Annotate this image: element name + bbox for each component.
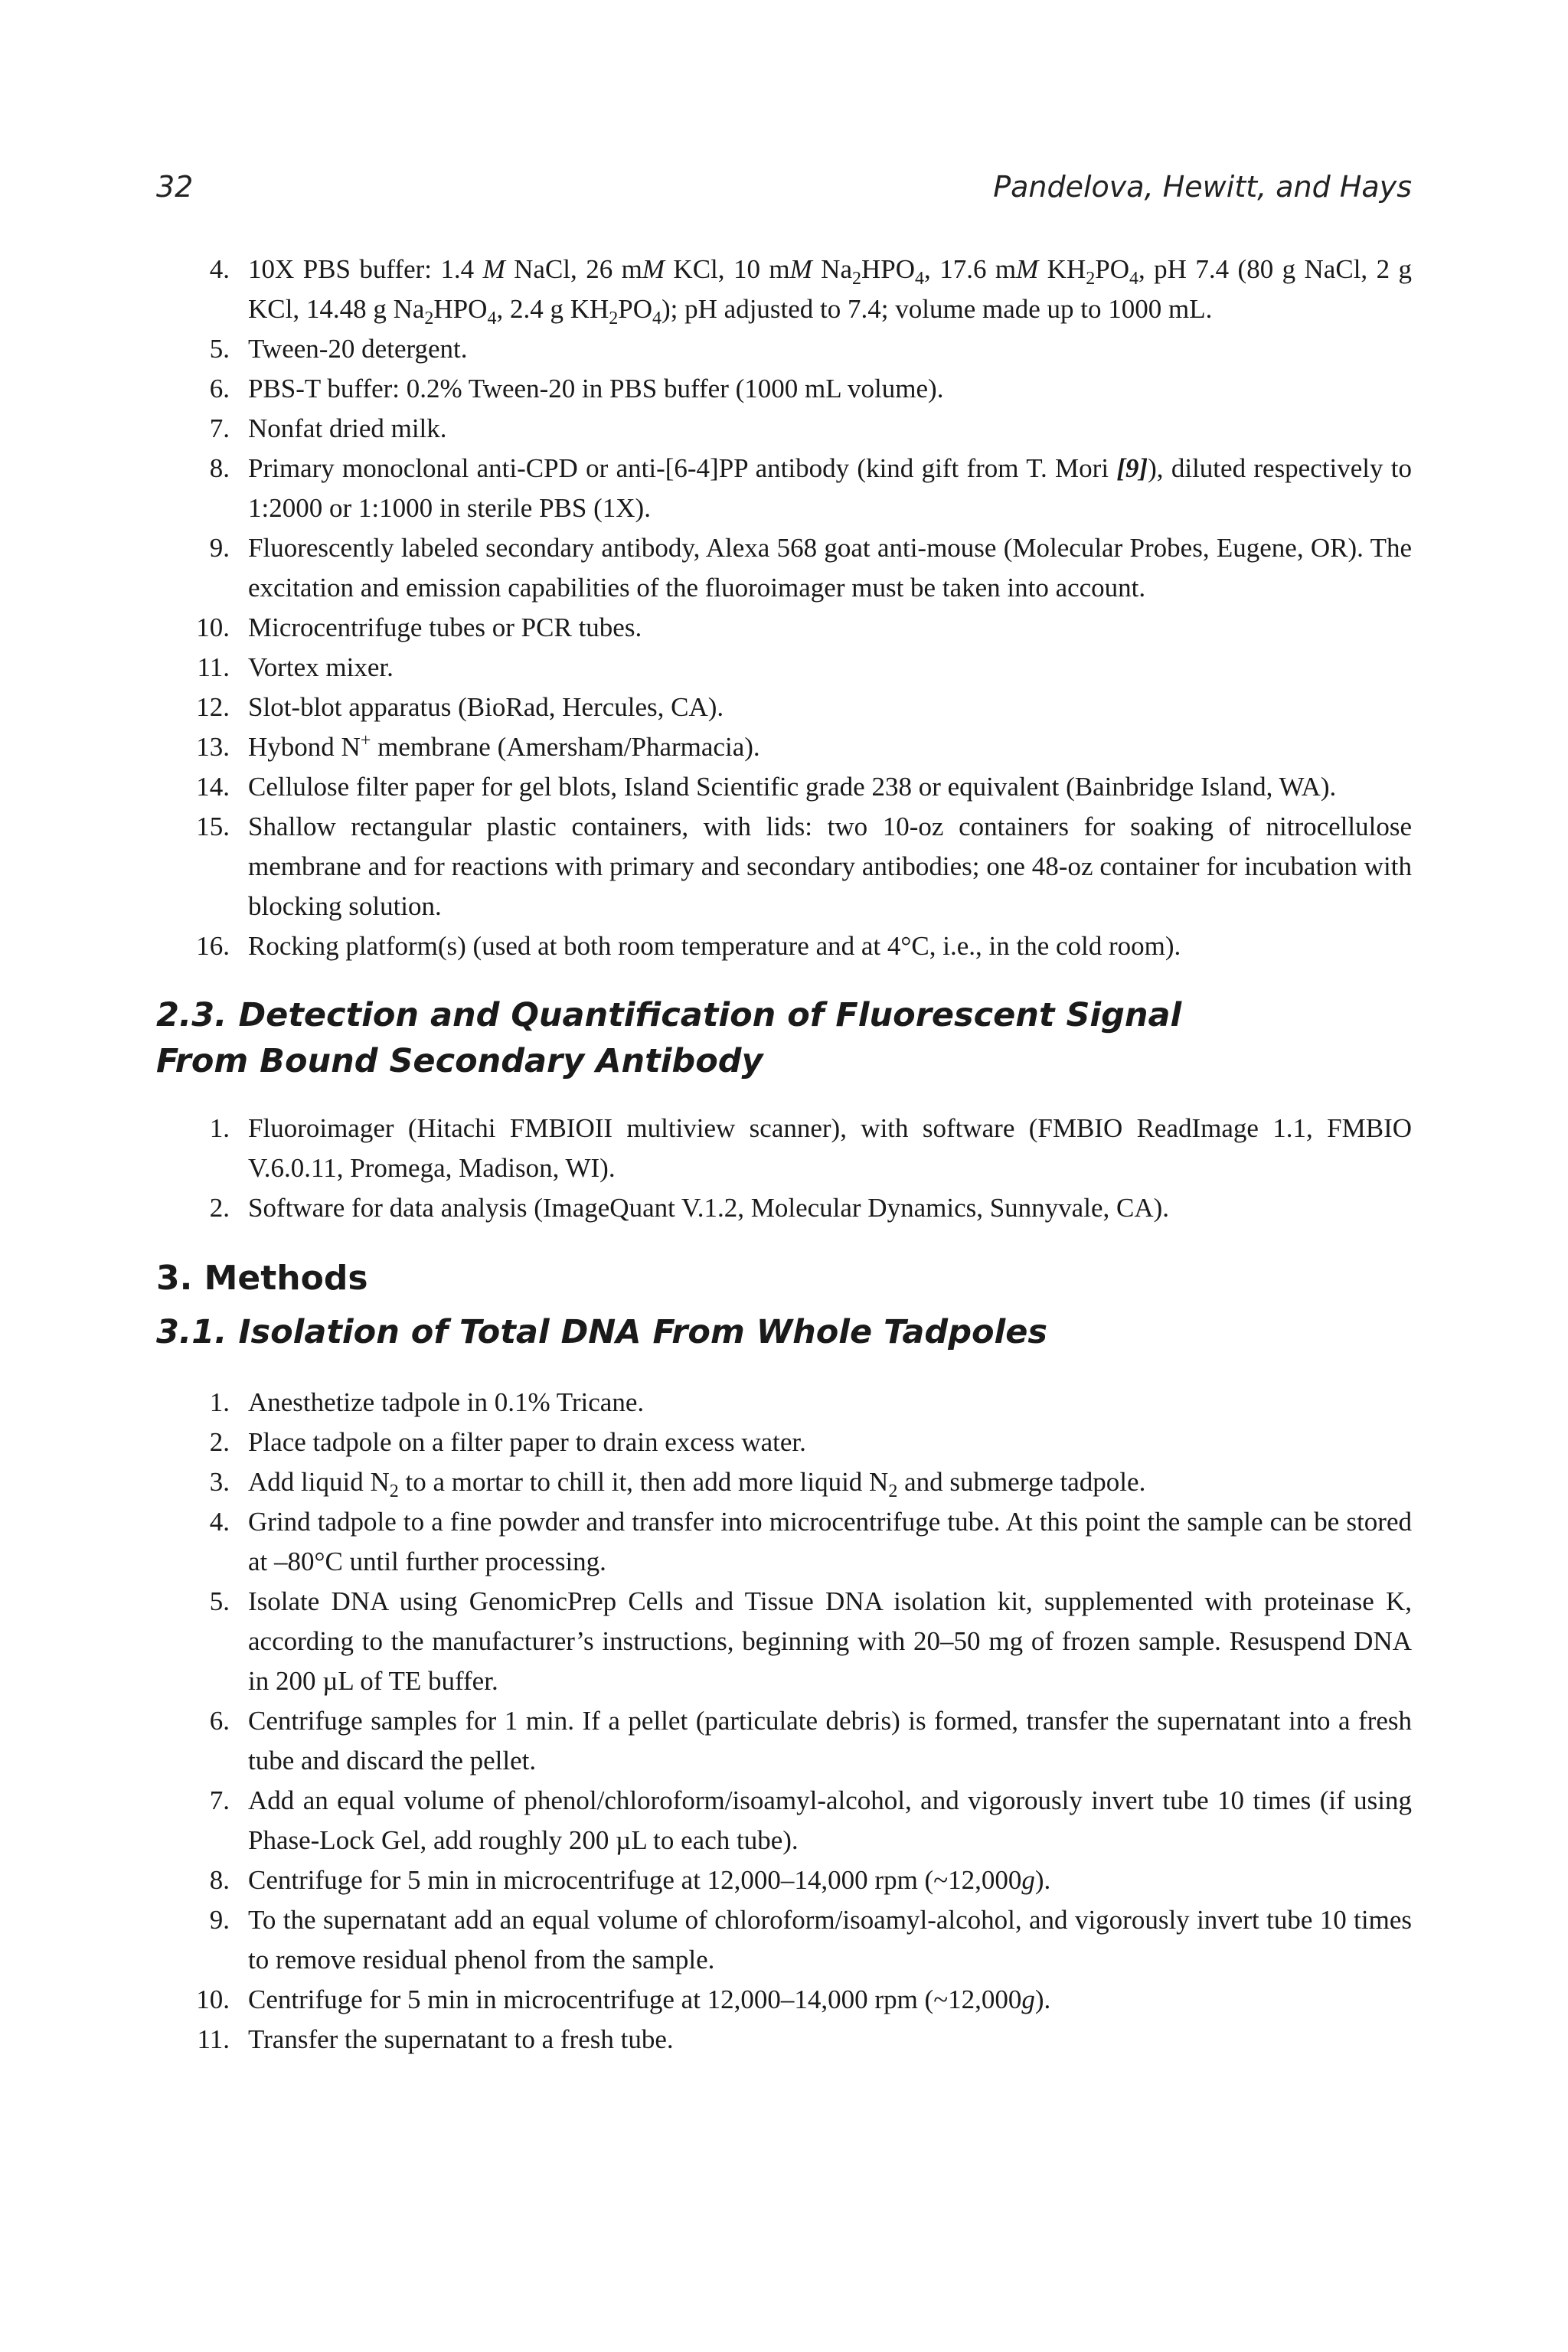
list-item-number: 10. [196, 1984, 230, 2014]
list-item-text: Nonfat dried milk. [248, 413, 447, 443]
list-item-number: 12. [196, 692, 230, 722]
list-item-text: Add liquid $N_2$ to a mortar to chill it, then add more liquid $N_2$ and submerge tadpole. [248, 1467, 1146, 1501]
list-item-number: 1. [209, 1113, 230, 1143]
list-item [156, 1900, 1412, 1980]
list-item-text: Cellulose filter paper for gel blots, Island Scientific grade 238 or equivalent (Bainbridge Island, WA). [248, 772, 1337, 802]
list-item [156, 1860, 1412, 1900]
list-item-number: 9. [209, 533, 230, 563]
list-item [156, 1383, 1412, 1423]
list-item-text: Slot-blot apparatus (BioRad, Hercules, CA). [248, 692, 724, 722]
list-item-text: Grind tadpole to a fine powder and transfer into microcentrifuge tube. At this point the sample can be stored at –80°C until further processing. [248, 1507, 1412, 1576]
list-item-number: 6. [209, 374, 230, 403]
list-item-number: 4. [209, 254, 230, 284]
list-item-number: 5. [209, 334, 230, 364]
list-item-text: Transfer the supernatant to a fresh tube. [248, 2024, 674, 2054]
list-item [156, 1502, 1412, 1582]
list-item-text: Centrifuge for 5 min in microcentrifuge at 12,000–14,000 rpm (~12,000g). [248, 1865, 1051, 1895]
list-item [156, 807, 1412, 926]
page-number: 32 [156, 170, 194, 204]
list-item [156, 1582, 1412, 1701]
list-item-text: Anesthetize tadpole in 0.1% Tricane. [248, 1387, 645, 1417]
list-item-number: 16. [196, 931, 230, 961]
list-item [156, 1109, 1412, 1188]
list-item [156, 449, 1412, 528]
list-item-text: Fluoroimager (Hitachi FMBIOII multiview scanner), with software (FMBIO ReadImage 1.1, FMBIO V.6.0.11, Promega, Madison, WI). [248, 1113, 1412, 1183]
list-item-text: Microcentrifuge tubes or PCR tubes. [248, 612, 642, 642]
list-item [156, 1980, 1412, 2020]
list-item-number: 14. [196, 772, 230, 802]
list-item-number: 9. [209, 1905, 230, 1935]
section-heading-2-3-line1: 2.3. Detection and Quantification of Fluorescent Signal [156, 996, 1182, 1034]
list-item [156, 926, 1412, 966]
list-item-text: Software for data analysis (ImageQuant V.1.2, Molecular Dynamics, Sunnyvale, CA). [248, 1193, 1170, 1223]
running-header-authors: Pandelova, Hewitt, and Hays [993, 170, 1412, 204]
list-item-number: 1. [209, 1387, 230, 1417]
list-item-number: 11. [197, 652, 230, 682]
list-item [156, 1701, 1412, 1781]
list-item [156, 329, 1412, 369]
dna-isolation-steps [156, 1383, 1412, 2060]
list-item-text: 10X PBS buffer: 1.4 M NaCl, 26 mM KCl, 10 mM $Na_2HPO_4$, 17.6 mM $KH_2PO_4$, pH 7.4 (80 g NaCl, 2 g KCl, 14.48 g $Na_2HPO_4$, 2.4 g $KH_2PO_4$); pH adjusted to 7.4; volume made up to 1000 mL. [248, 254, 1413, 328]
running-header [156, 170, 1412, 213]
list-item-number: 2. [209, 1427, 230, 1457]
list-item [156, 250, 1412, 329]
section-heading-3: 3. Methods [156, 1259, 368, 1298]
list-item [156, 1423, 1412, 1462]
list-item-text: Place tadpole on a filter paper to drain excess water. [248, 1427, 806, 1457]
list-item-text: Vortex mixer. [248, 652, 394, 682]
section-heading-2-3-line2: From Bound Secondary Antibody [156, 1042, 763, 1080]
list-item-number: 8. [209, 453, 230, 483]
list-item-number: 6. [209, 1706, 230, 1736]
list-item [156, 767, 1412, 807]
list-item-text: Tween-20 detergent. [248, 334, 468, 364]
list-item [156, 528, 1412, 608]
materials-list [156, 250, 1412, 966]
list-item-text: Primary monoclonal anti-CPD or anti-[6-4]PP antibody (kind gift from T. Mori [9]), diluted respectively to 1:2000 or 1:1000 in sterile PBS (1X). [248, 453, 1412, 523]
list-item [156, 1462, 1412, 1502]
list-item-number: 4. [209, 1507, 230, 1537]
list-item-number: 2. [209, 1193, 230, 1223]
list-item [156, 1188, 1412, 1228]
list-item [156, 648, 1412, 688]
section-heading-2-3 [156, 992, 1412, 1084]
list-item-number: 7. [209, 413, 230, 443]
list-item-text: Shallow rectangular plastic containers, with lids: two 10-oz containers for soaking of nitrocellulose membrane and for reactions with primary and secondary antibodies; one 48-oz container for incubation with blocking solution. [248, 812, 1412, 921]
list-item-number: 8. [209, 1865, 230, 1895]
list-item-text: Centrifuge samples for 1 min. If a pellet (particulate debris) is formed, transfer the supernatant into a fresh tube and discard the pellet. [248, 1706, 1412, 1775]
list-item-text: To the supernatant add an equal volume of chloroform/isoamyl-alcohol, and vigorously invert tube 10 times to remove residual phenol from the sample. [248, 1905, 1412, 1975]
list-item-number: 15. [196, 812, 230, 841]
list-item-number: 10. [196, 612, 230, 642]
list-item-text: Isolate DNA using GenomicPrep Cells and Tissue DNA isolation kit, supplemented with proteinase K, according to the manufacturer’s instructions, beginning with 20–50 mg of frozen sample. Resuspend DNA in 200 µL of TE buffer. [248, 1586, 1412, 1696]
list-item-number: 7. [209, 1785, 230, 1815]
list-item-number: 11. [197, 2024, 230, 2054]
list-item [156, 727, 1412, 767]
list-item-number: 3. [209, 1467, 230, 1497]
list-item-number: 5. [209, 1586, 230, 1616]
list-item-text: PBS-T buffer: 0.2% Tween-20 in PBS buffer (1000 mL volume). [248, 374, 944, 403]
section-heading-3-1: 3.1. Isolation of Total DNA From Whole Tadpoles [156, 1313, 1048, 1351]
list-item [156, 688, 1412, 727]
list-item-text: Add an equal volume of phenol/chloroform/isoamyl-alcohol, and vigorously invert tube 10 times (if using Phase-Lock Gel, add roughly 200 µL to each tube). [248, 1785, 1412, 1855]
list-item-text: Centrifuge for 5 min in microcentrifuge at 12,000–14,000 rpm (~12,000g). [248, 1984, 1051, 2014]
document-page [156, 170, 1412, 2060]
list-item-text: Fluorescently labeled secondary antibody, Alexa 568 goat anti-mouse (Molecular Probes, Eugene, OR). The excitation and emission capabilities of the fluoroimager must be taken into account. [248, 533, 1412, 603]
detection-equipment-list [156, 1109, 1412, 1228]
list-item [156, 2020, 1412, 2060]
list-item [156, 369, 1412, 409]
list-item [156, 608, 1412, 648]
list-item-text: Hybond N+ membrane (Amersham/Pharmacia). [248, 730, 760, 762]
list-item [156, 409, 1412, 449]
list-item-number: 13. [196, 732, 230, 762]
list-item-text: Rocking platform(s) (used at both room temperature and at 4°C, i.e., in the cold room). [248, 931, 1181, 961]
list-item [156, 1781, 1412, 1860]
